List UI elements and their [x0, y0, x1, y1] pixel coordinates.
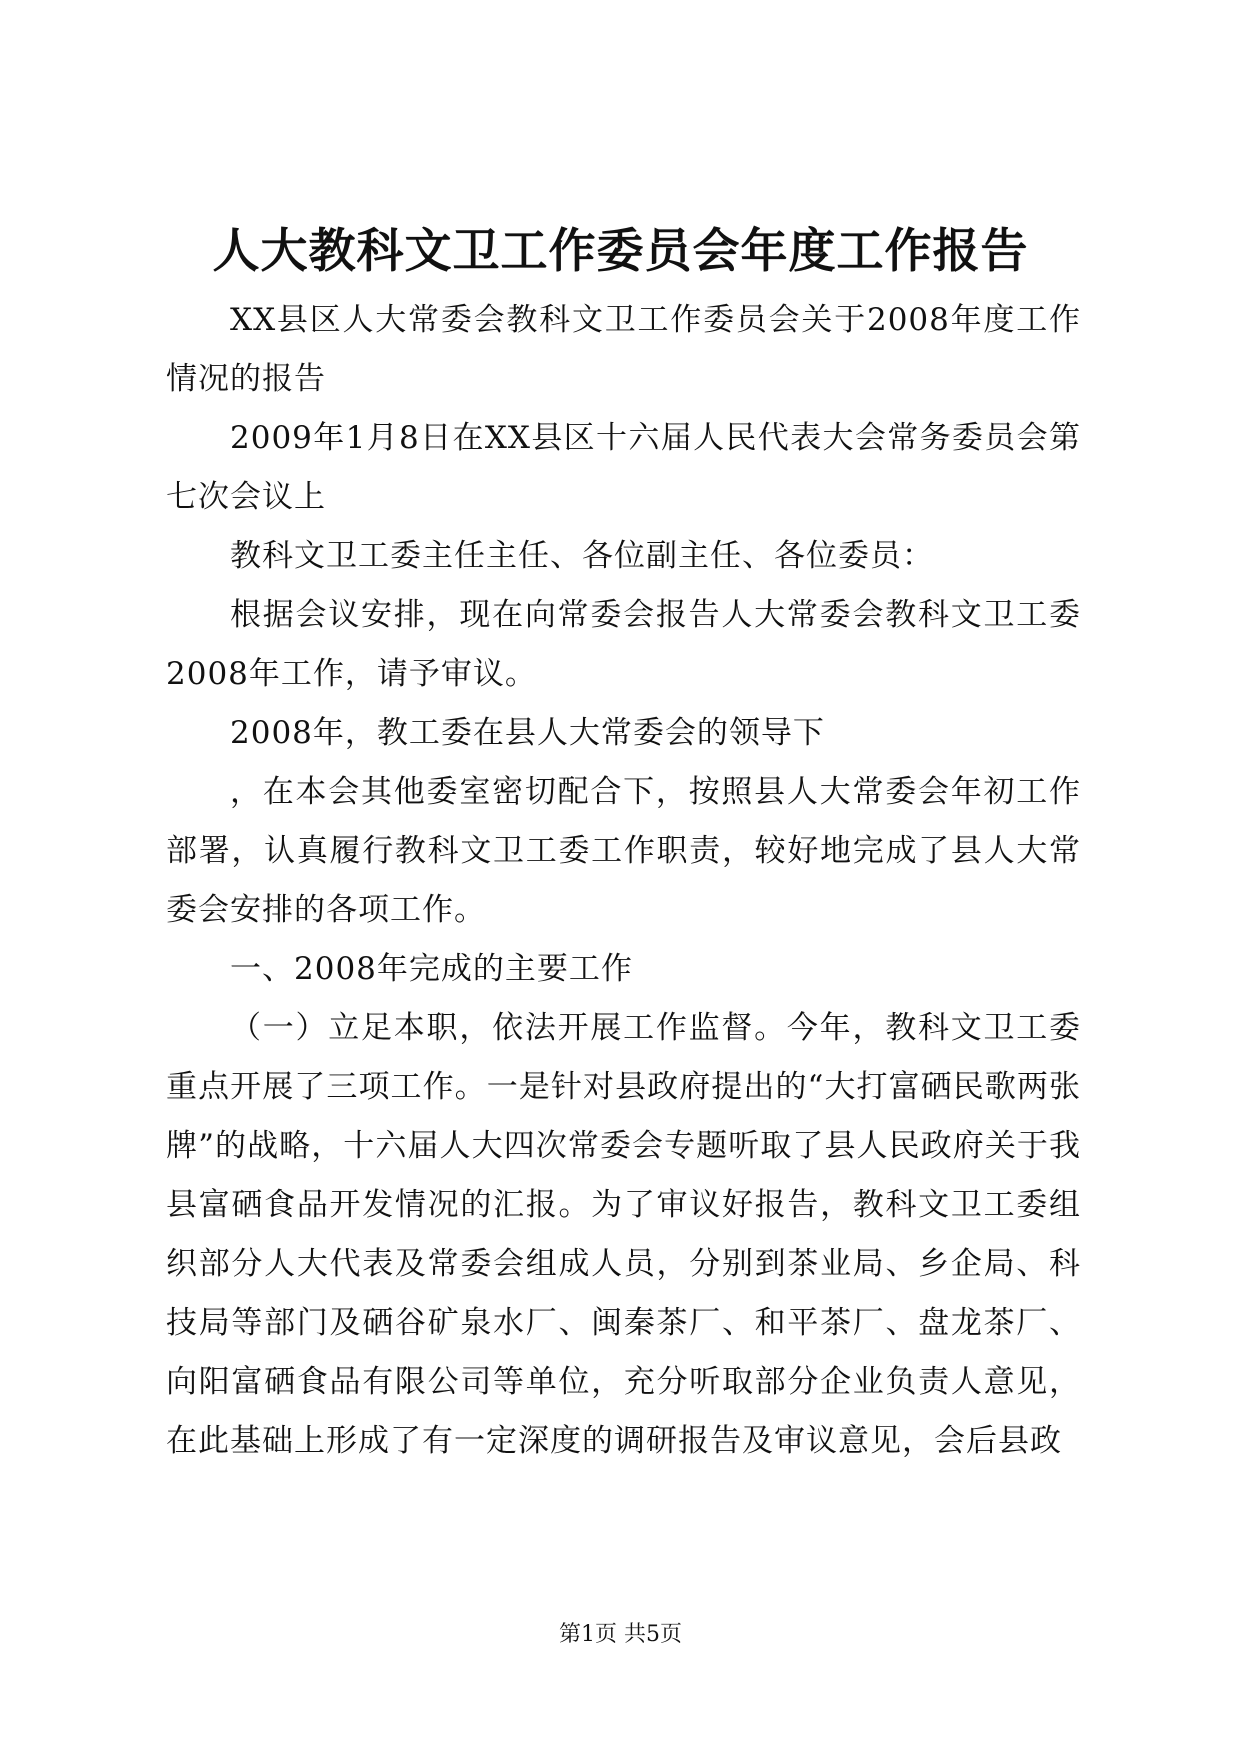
- paragraph-overview: ，在本会其他委室密切配合下，按照县人大常委会年初工作部署，认真履行教科文卫工委工作职责，较好地完成了县人大常委会安排的各项工作。: [166, 774, 1081, 928]
- paragraph-salutation: 教科文卫工委主任主任、各位副主任、各位委员：: [230, 538, 934, 574]
- section-heading-main-work: 一、2008年完成的主要工作: [230, 951, 633, 987]
- page-number-footer: 第1页 共5页: [559, 1622, 682, 1647]
- paragraph-report-heading: XX县区人大常委会教科文卫工作委员会关于2008年度工作情况的报告: [166, 302, 1081, 397]
- document-title: 人大教科文卫工作委员会年度工作报告: [212, 224, 1029, 279]
- paragraph-supervision: （一）立足本职，依法开展工作监督。今年，教科文卫工委重点开展了三项工作。一是针对县政府提出的“大打富硒民歌两张牌”的战略，十六届人大四次常委会专题听取了县人民政府关于我县富硒食品开发情况的汇报。为了审议好报告，教科文卫工委组织部分人大代表及常委会组成人员，分别到茶业局、乡企局、科技局等部门及硒谷矿泉水厂、闽秦茶厂、和平茶厂、盘龙茶厂、向阳富硒食品有限公司等单位，充分听取部分企业负责人意见，在此基础上形成了有一定深度的调研报告及审议意见，会后县政: [166, 1010, 1081, 1459]
- paragraph-meeting-info: 2009年1月8日在XX县区十六届人民代表大会常务委员会第七次会议上: [166, 420, 1081, 515]
- document-body: [166, 291, 1081, 1471]
- paragraph-leadership: 2008年，教工委在县人大常委会的领导下: [230, 715, 825, 751]
- paragraph-intro: 根据会议安排，现在向常委会报告人大常委会教科文卫工委2008年工作，请予审议。: [166, 597, 1081, 692]
